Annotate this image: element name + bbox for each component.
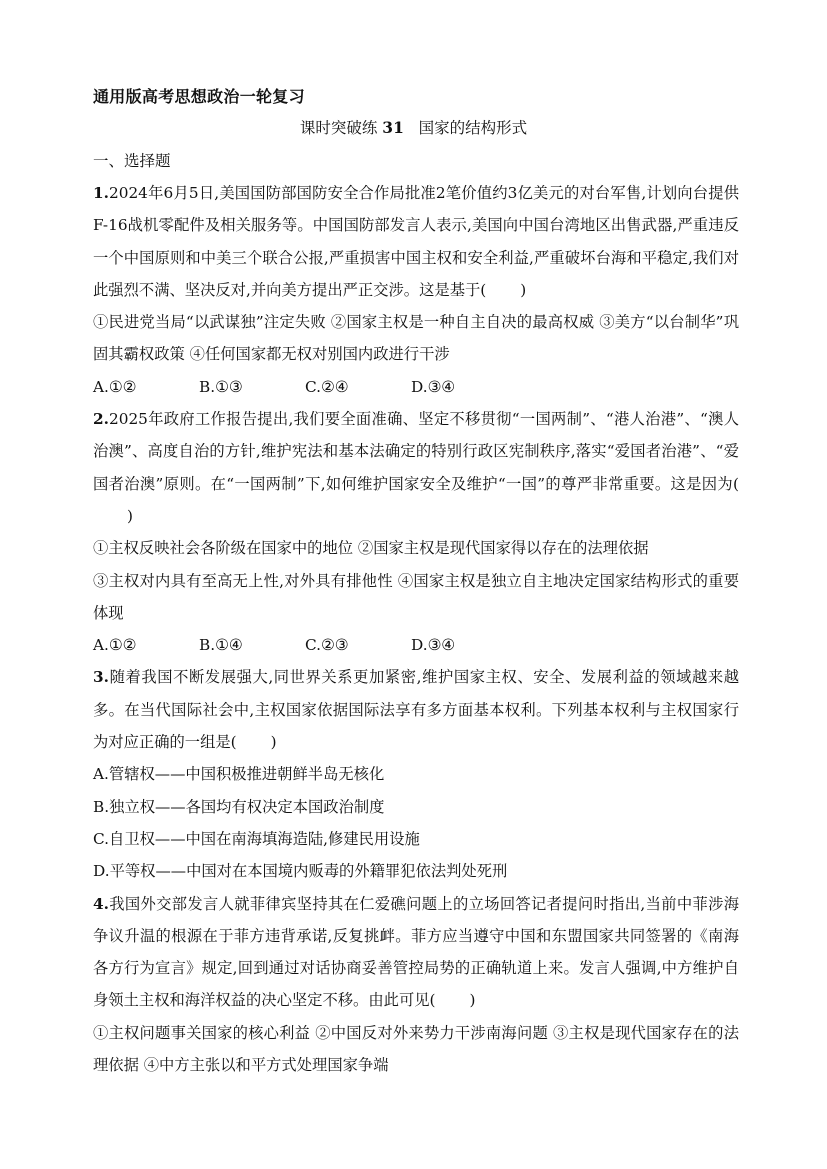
question-text-end: ) (520, 280, 527, 299)
choice-c: C.②④ (305, 377, 349, 396)
question-text: 2025年政府工作报告提出,我们要全面准确、坚定不移贯彻“一国两制”、“港人治港”、“澳人治澳”、高度自治的方针,维护宪法和基本法确定的特别行政区宪制秩序,落实“爱国者治港”、“爱国者治澳”原则。在“一国两制”下,如何维护国家安全及维护“一国”的尊严非常重要。这是因为( (93, 410, 739, 493)
lesson-prefix: 课时突破练 (299, 119, 378, 137)
choice-a: A.①② (93, 377, 137, 396)
choice-a: A.①② (93, 636, 137, 655)
lesson-title (0, 116, 827, 138)
choice-row (93, 371, 739, 403)
choice-d: D.③④ (411, 377, 456, 396)
option-a: A.管辖权——中国积极推进朝鲜半岛无核化 (93, 765, 385, 784)
question-number: 2. (93, 410, 109, 429)
question-list (93, 177, 739, 1081)
choice-b: B.①④ (199, 636, 243, 655)
series-title: 通用版高考思想政治一轮复习 (93, 87, 305, 106)
question-stem (93, 661, 739, 758)
question-stem (93, 403, 739, 532)
question-text-end: ) (270, 733, 277, 752)
statement-line: ①民进党当局“以武谋独”注定失败 ②国家主权是一种自主自决的最高权威 ③美方“以台制华”巩固其霸权政策 ④任何国家都无权对别国内政进行干涉 (93, 313, 739, 364)
statement-line: ③主权对内具有至高无上性,对外具有排他性 ④国家主权是独立自主地决定国家结构形式的重要体现 (93, 571, 739, 622)
question-number: 1. (93, 184, 109, 202)
lesson-number: 31 (382, 118, 404, 137)
question-text: 我国外交部发言人就菲律宾坚持其在仁爱礁问题上的立场回答记者提问时指出,当前中菲涉海争议升温的根源在于菲方违背承诺,反复挑衅。菲方应当遵守中国和东盟国家共同签署的《南海各方行为宣言》规定,回到通过对话协商妥善管控局势的正确轨道上来。发言人强调,中方维护自身领土主权和海洋权益的决心坚定不移。由此可见( (93, 894, 739, 1010)
question-3 (93, 661, 739, 887)
question-1 (93, 177, 739, 403)
choice-c: C.②③ (305, 636, 349, 655)
question-text: 2024年6月5日,美国国防部国防安全合作局批准2笔价值约3亿美元的对台军售,计划向台提供F-16战机零配件及相关服务等。中国国防部发言人表示,美国向中国台湾地区出售武器,严重违反一个中国原则和中美三个联合公报,严重损害中国主权和安全利益,严重破坏台海和平稳定,我们对此强烈不满、坚决反对,并向美方提出严正交涉。这是基于( (93, 184, 739, 299)
section-heading: 一、选择题 (93, 152, 171, 170)
question-number: 4. (93, 894, 109, 913)
statement-line: ①主权问题事关国家的核心利益 ②中国反对外来势力干涉南海问题 ③主权是现代国家存在的法理依据 ④中方主张以和平方式处理国家争端 (93, 1023, 739, 1075)
question-number: 3. (93, 668, 109, 687)
option-b: B.独立权——各国均有权决定本国政治制度 (93, 797, 385, 816)
choice-d: D.③④ (411, 636, 456, 655)
question-2 (93, 403, 739, 661)
question-text: 随着我国不断发展强大,同世界关系更加紧密,维护国家主权、安全、发展利益的领域越来越多。在当代国际社会中,主权国家依据国际法享有多方面基本权利。下列基本权利与主权国家行为对应正确的一组是( (93, 668, 739, 752)
question-stem (93, 177, 739, 306)
question-text-end: ) (469, 991, 476, 1010)
question-stem (93, 888, 739, 1017)
option-c: C.自卫权——中国在南海填海造陆,修建民用设施 (93, 829, 420, 848)
option-d: D.平等权——中国对在本国境内贩毒的外籍罪犯依法判处死刑 (93, 862, 508, 881)
choice-b: B.①③ (199, 377, 243, 396)
question-4 (93, 888, 739, 1082)
lesson-name: 国家的结构形式 (418, 119, 528, 137)
choice-row (93, 629, 739, 661)
statement-line: ①主权反映社会各阶级在国家中的地位 ②国家主权是现代国家得以存在的法理依据 (93, 539, 649, 558)
question-text-end: ) (127, 506, 133, 525)
